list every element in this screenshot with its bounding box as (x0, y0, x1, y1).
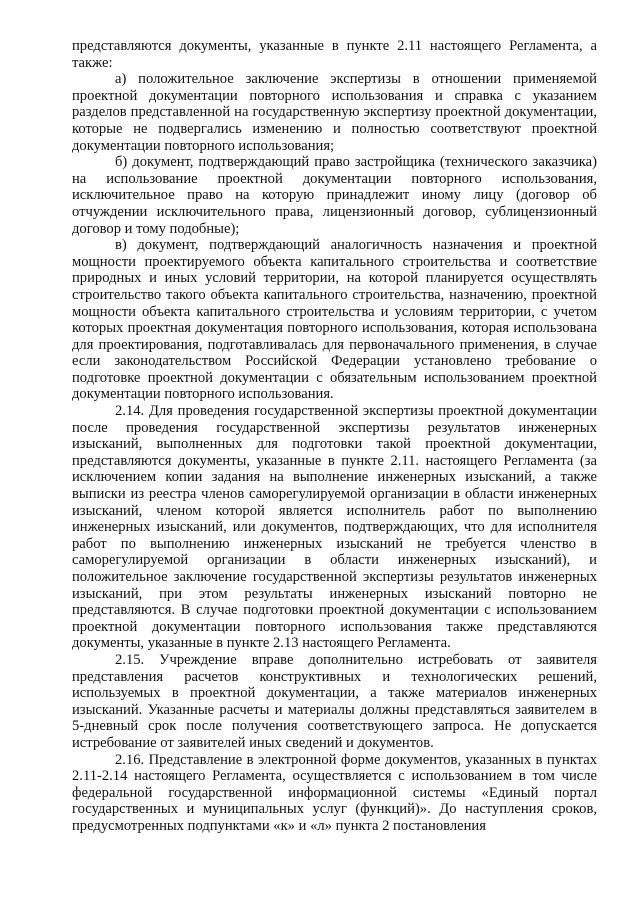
paragraph-2-14: 2.14. Для проведения государственной экспертизы проектной документации после проведения государственной экспертизы результатов инженерных изысканий, выполненных для подготовки такой проектной документации, представляются документы, указанные в пункте 2.11. настоящего Регламента (за исключением копии задания на выполнение инженерных изысканий, а также выписки из реестра членов саморегулируемой организации в области инженерных изысканий, членом которой является исполнитель работ по выполнению инженерных изысканий, или документов, подтверждающих, что для исполнителя работ по выполнению инженерных изысканий не требуется членство в саморегулируемой организации в области инженерных изысканий), и положительное заключение государственной экспертизы результатов инженерных изысканий, при этом результаты инженерных изысканий повторно не представляются. В случае подготовки проектной документации с использованием проектной документации повторного использования также представляются документы, указанные в пункте 2.13 настоящего Регламента. (72, 403, 597, 652)
paragraph-2-16: 2.16. Представление в электронной форме документов, указанных в пунктах 2.11-2.14 настоящего Регламента, осуществляется с использованием в том числе федеральной государственной информационной системы «Единый портал государственных и муниципальных услуг (функций)». До наступления сроков, предусмотренных подпунктами «к» и «л» пункта 2 постановления (72, 751, 597, 834)
document-page (72, 38, 597, 835)
paragraph-item-b: б) документ, подтверждающий право застройщика (технического заказчика) на использование проектной документации повторного использования, исключительное право на которую принадлежит иному лицу (договор об отчуждении исключительного права, лицензионный договор, сублицензионный договор и тому подобные); (72, 154, 597, 237)
paragraph-item-v: в) документ, подтверждающий аналогичность назначения и проектной мощности проектируемого объекта капитального строительства и соответствие природных и иных условий территории, на которой планируется осуществлять строительство такого объекта капитального строительства, назначению, проектной мощности объекта капитального строительства и условиям территории, с учетом которых проектная документация повторного использования, которая использована для проектирования, подготавливалась для первоначального применения, в случае если законодательством Российской Федерации установлено требование о подготовке проектной документации с обязательным использованием проектной документации повторного использования. (72, 237, 597, 403)
paragraph-2-15: 2.15. Учреждение вправе дополнительно истребовать от заявителя представления расчетов конструктивных и технологических решений, используемых в проектной документации, а также материалов инженерных изысканий. Указанные расчеты и материалы должны представляться заявителем в 5-дневный срок после получения соответствующего запроса. Не допускается истребование от заявителей иных сведений и документов. (72, 651, 597, 751)
paragraph-item-a: а) положительное заключение экспертизы в отношении применяемой проектной документации повторного использования и справка с указанием разделов представленной на государственную экспертизу проектной документации, которые не подвергались изменению и полностью соответствуют проектной документации повторного использования; (72, 71, 597, 154)
paragraph-intro: представляются документы, указанные в пункте 2.11 настоящего Регламента, а также: (72, 38, 597, 71)
